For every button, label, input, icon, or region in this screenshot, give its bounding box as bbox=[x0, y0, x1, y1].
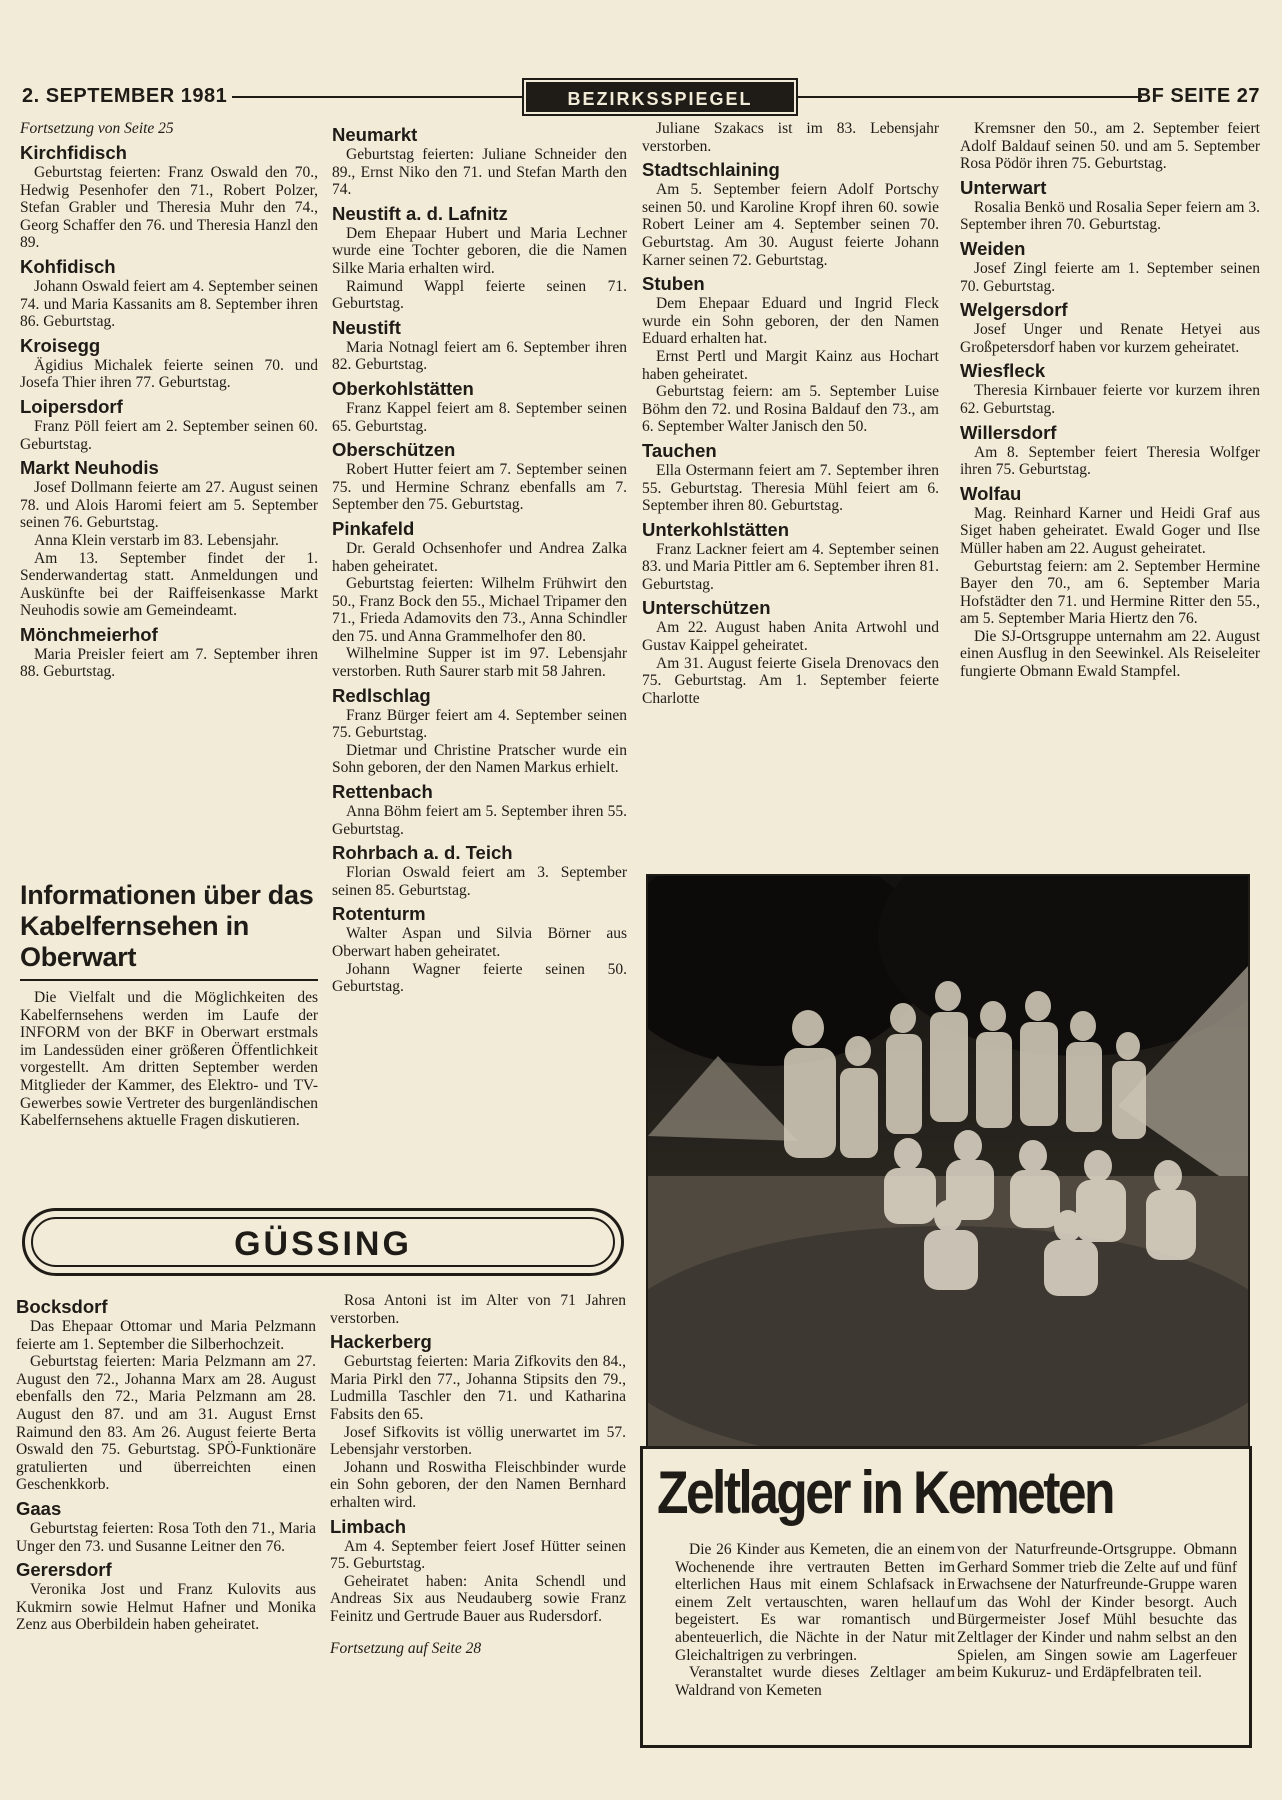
entry-text: Josef Sifkovits ist völlig unerwartet im 57. Lebensjahr verstorben. bbox=[330, 1423, 626, 1459]
entry-text: Geburtstag feiern: am 2. September Hermine Bayer den 70., am 6. September Maria Hofstädter den 71. und Hermine Ritter den 55., am 5. September Maria Hiertz den 76. bbox=[960, 557, 1260, 628]
camp-story-text: Die 26 Kinder aus Kemeten, die an einem Wochenende ihre vertrauten Betten im elterlichen Haus mit einem Schlafsack in einem Zelt vertauschten, waren hellauf begeistert. Es war romantisch und abenteuerlich, die Nächte in der Natur mit Gleichaltrigen zu verbringen. bbox=[675, 1541, 955, 1664]
entry-text: Anna Böhm feiert am 5. September ihren 55. Geburtstag. bbox=[332, 803, 627, 838]
guessing-column-2 bbox=[330, 1292, 626, 1657]
entry-text: Johann und Roswitha Fleischbinder wurde ein Sohn geboren, der den Namen Bernhard erhalten wird. bbox=[330, 1458, 626, 1511]
entry-title: Redlschlag bbox=[332, 684, 431, 706]
entry-title: Neustift a. d. Lafnitz bbox=[332, 202, 508, 224]
entry-title: Oberkohlstätten bbox=[332, 377, 474, 399]
guessing-banner bbox=[22, 1208, 624, 1276]
entry-title: Bocksdorf bbox=[16, 1296, 108, 1317]
entry-title: Weiden bbox=[960, 237, 1026, 259]
entry-title: Welgersdorf bbox=[960, 299, 1068, 321]
entry-text: Johann Wagner feierte seinen 50. Geburtstag. bbox=[332, 960, 627, 996]
entry-text: Ernst Pertl und Margit Kainz aus Hochart haben geheiratet. bbox=[642, 347, 939, 383]
camp-story-column-a bbox=[675, 1541, 955, 1699]
entry-text: Das Ehepaar Ottomar und Maria Pelzmann feierte am 1. September die Silberhochzeit. bbox=[16, 1318, 316, 1353]
entry-title: Stadtschlaining bbox=[642, 159, 780, 181]
guessing-column-1 bbox=[16, 1292, 316, 1634]
entry-text: Franz Lackner feiert am 4. September seinen 83. und Maria Pittler am 6. September ihren 81. Geburtstag. bbox=[642, 540, 939, 593]
entry-title: Limbach bbox=[330, 1515, 407, 1537]
entry-title: Hackerberg bbox=[330, 1331, 432, 1353]
camp-story-column-b bbox=[957, 1541, 1237, 1682]
page-number: BF SEITE 27 bbox=[1136, 85, 1260, 107]
column-1 bbox=[20, 120, 318, 681]
entry-text: Florian Oswald feiert am 3. September seinen 85. Geburtstag. bbox=[332, 864, 627, 899]
entry-title: Stuben bbox=[642, 273, 705, 295]
entry-text: Theresia Kirnbauer feierte vor kurzem ihren 62. Geburtstag. bbox=[960, 382, 1260, 417]
continued-from-note: Fortsetzung von Seite 25 bbox=[20, 120, 174, 137]
entry-text: Dem Ehepaar Hubert und Maria Lechner wurde eine Tochter geboren, die die Namen Silke Maria erhalten wird. bbox=[332, 224, 627, 277]
camp-group-photo bbox=[646, 874, 1250, 1448]
continued-on-note: Fortsetzung auf Seite 28 bbox=[330, 1639, 482, 1657]
entry-text: Josef Unger und Renate Hetyei aus Großpetersdorf haben vor kurzem geheiratet. bbox=[960, 321, 1260, 356]
entry-text: Geburtstag feierten: Rosa Toth den 71., Maria Unger den 73. und Susanne Leitner den 76. bbox=[16, 1519, 316, 1555]
header-rule-right bbox=[797, 96, 1142, 98]
entry-title: Willersdorf bbox=[960, 421, 1057, 443]
cable-tv-article bbox=[20, 880, 318, 1130]
entry-title: Wolfau bbox=[960, 482, 1022, 504]
entry-text: Dr. Gerald Ochsenhofer und Andrea Zalka haben geheiratet. bbox=[332, 539, 627, 575]
photo-illustration bbox=[648, 876, 1248, 1446]
entry-title: Gerersdorf bbox=[16, 1559, 112, 1581]
entry-text: Josef Zingl feierte am 1. September seinen 70. Geburtstag. bbox=[960, 259, 1260, 295]
entry-text: Am 22. August haben Anita Artwohl und Gustav Kaippel geheiratet. bbox=[642, 619, 939, 655]
entry-text: Kremsner den 50., am 2. September feiert Adolf Baldauf seinen 50. und am 5. September Rosa Pödör ihren 75. Geburtstag. bbox=[960, 120, 1260, 173]
entry-title: Mönchmeierhof bbox=[20, 623, 158, 645]
page-header bbox=[22, 82, 1260, 112]
entry-text: Robert Hutter feiert am 7. September seinen 75. und Hermine Schranz ebenfalls am 7. September den 75. Geburtstag. bbox=[332, 461, 627, 514]
entry-title: Kirchfidisch bbox=[20, 142, 127, 163]
entry-text: Maria Notnagl feiert am 6. September ihren 82. Geburtstag. bbox=[332, 338, 627, 374]
entry-title: Rohrbach a. d. Teich bbox=[332, 842, 513, 864]
entry-text: Am 13. September findet der 1. Senderwandertag statt. Anmeldungen und Auskünfte bei der Raiffeisenkasse Markt Neuhodis sowie am Gemeindeamt. bbox=[20, 549, 318, 620]
entry-text: Am 31. August feierte Gisela Drenovacs den 75. Geburtstag. Am 1. September feierte Charlotte bbox=[642, 654, 939, 707]
entry-text: Am 5. September feiern Adolf Portschy seinen 50. und Karoline Kropf ihren 60. sowie Robert Leiner am 4. September seinen 70. Geburtstag. Am 30. August feierte Johann Karner seinen 72. Geburtstag. bbox=[642, 181, 939, 269]
entry-title: Wiesfleck bbox=[960, 360, 1046, 382]
entry-text: Josef Dollmann feierte am 27. August seinen 78. und Alois Haromi feiert am 5. September seinen 76. Geburtstag. bbox=[20, 479, 318, 532]
entry-text: Rosa Antoni ist im Alter von 71 Jahren verstorben. bbox=[330, 1292, 626, 1327]
entry-text: Johann Oswald feiert am 4. September seinen 74. und Maria Kassanits am 8. September ihren 86. Geburtstag. bbox=[20, 277, 318, 331]
entry-title: Loipersdorf bbox=[20, 395, 123, 417]
entry-title: Oberschützen bbox=[332, 439, 456, 461]
entry-text: Raimund Wappl feierte seinen 71. Geburtstag. bbox=[332, 277, 627, 313]
camp-story bbox=[640, 1446, 1252, 1748]
entry-text: Anna Klein verstarb im 83. Lebensjahr. bbox=[34, 531, 279, 549]
header-rule-left bbox=[232, 96, 524, 98]
entry-text: Franz Bürger feiert am 4. September seinen 75. Geburtstag. bbox=[332, 706, 627, 742]
column-2 bbox=[332, 120, 627, 996]
entry-title: Unterschützen bbox=[642, 597, 771, 619]
entry-text: Dem Ehepaar Eduard und Ingrid Fleck wurde ein Sohn geboren, der den Namen Eduard erhalten hat. bbox=[642, 295, 939, 348]
entry-text: Geheiratet haben: Anita Schendl und Andreas Six aus Neudauberg sowie Franz Feinitz und Gertrude Bauer aus Rudersdorf. bbox=[330, 1572, 626, 1625]
section-title: BEZIRKSSPIEGEL bbox=[526, 82, 794, 112]
entry-text: Die SJ-Ortsgruppe unternahm am 22. August einen Ausflug in den Seewinkel. Als Reiseleiter fungierte Obmann Ewald Stampfel. bbox=[960, 627, 1260, 681]
entry-text: Franz Pöll feiert am 2. September seinen 60. Geburtstag. bbox=[20, 417, 318, 453]
entry-title: Neumarkt bbox=[332, 124, 418, 145]
entry-text: Geburtstag feierten: Franz Oswald den 70., Hedwig Pesenhofer den 71., Robert Polzer, Stefan Grabler und Theresia Muhr den 74., Georg Schaffer den 76. und Theresia Hanzl den 89. bbox=[20, 164, 318, 252]
entry-title: Kohfidisch bbox=[20, 255, 116, 277]
entry-title: Unterkohlstätten bbox=[642, 518, 789, 540]
entry-text: Geburtstag feierten: Maria Pelzmann am 27. August den 72., Johanna Marx am 28. August ebenfalls den 72., Maria Pelzmann am 28. August den 87. und am 31. August Ernst Raimund den 83. Am 26. August feierte Berta Oswald den 75. Geburtstag. SPÖ-Funktionäre gratulierten und überreichten einen Geschenkkorb. bbox=[16, 1353, 316, 1494]
entry-text: Mag. Reinhard Karner und Heidi Graf aus Siget haben geheiratet. Ewald Goger und Ilse Müller haben am 22. August geheiratet. bbox=[960, 504, 1260, 557]
entry-text: Franz Kappel feiert am 8. September seinen 65. Geburtstag. bbox=[332, 399, 627, 435]
entry-text: Wilhelmine Supper ist im 97. Lebensjahr verstorben. Ruth Saurer starb mit 58 Jahren. bbox=[332, 645, 627, 681]
entry-text: Walter Aspan und Silvia Börner aus Oberwart haben geheiratet. bbox=[332, 925, 627, 960]
entry-title: Rotenturm bbox=[332, 903, 426, 925]
cable-tv-body: Die Vielfalt und die Möglichkeiten des Kabelfernsehens werden im Laufe der INFORM von der BKF in Oberwart erstmals im Landessüden einer größeren Öffentlichkeit vorgestellt. Am dritten September werden Mitglieder der Kammer, des Elektro- und TV-Gewerbes sowie Vertreter des burgenländischen Kabelfernsehens aktuelle Fragen diskutieren. bbox=[20, 989, 318, 1130]
column-4 bbox=[960, 120, 1260, 681]
headline-rule bbox=[20, 979, 318, 981]
entry-title: Kroisegg bbox=[20, 334, 101, 356]
cable-tv-headline: Informationen über das Kabelfernsehen in Oberwart bbox=[20, 880, 314, 972]
entry-text: Ägidius Michalek feierte seinen 70. und Josefa Thier ihren 77. Geburtstag. bbox=[20, 356, 318, 392]
entry-text: Maria Preisler feiert am 7. September ihren 88. Geburtstag. bbox=[20, 645, 318, 681]
entry-text: Am 8. September feiert Theresia Wolfger ihren 75. Geburtstag. bbox=[960, 443, 1260, 479]
entry-text: Geburtstag feierten: Juliane Schneider den 89., Ernst Niko den 71. und Stefan Marth den 74. bbox=[332, 146, 627, 199]
entry-title: Neustift bbox=[332, 316, 401, 338]
column-3 bbox=[642, 120, 939, 707]
entry-title: Gaas bbox=[16, 1497, 62, 1519]
entry-text: Juliane Szakacs ist im 83. Lebensjahr verstorben. bbox=[642, 120, 939, 155]
issue-date: 2. SEPTEMBER 1981 bbox=[22, 85, 228, 107]
entry-text: Geburtstag feierten: Maria Zifkovits den 84., Maria Pirkl den 77., Johanna Stipsits den 79., Ludmilla Taschler den 71. und Katharina Fabsits den 65. bbox=[330, 1353, 626, 1423]
entry-text: Ella Ostermann feiert am 7. September ihren 55. Geburtstag. Theresia Mühl feiert am 6. September ihren 80. Geburtstag. bbox=[642, 461, 939, 515]
camp-story-text: von der Naturfreunde-Ortsgruppe. Obmann Gerhard Sommer trieb die Zelte auf und fünf Erwachsene der Naturfreunde-Gruppe waren um das Wohl der Kinder besorgt. Auch Bürgermeister Josef Mühl besuchte das Zeltlager der Kinder und nahm selbst an den Spielen, am Singen sowie am Lagerfeuer beim Kukuruz- und Erdäpfelbraten teil. bbox=[957, 1541, 1237, 1682]
entry-title: Pinkafeld bbox=[332, 517, 415, 539]
camp-story-text: Veranstaltet wurde dieses Zeltlager am Waldrand von Kemeten bbox=[675, 1664, 955, 1699]
camp-story-headline: Zeltlager in Kemeten bbox=[657, 1459, 1113, 1526]
entry-text: Dietmar und Christine Pratscher wurde ein Sohn geboren, der den Namen Markus erhielt. bbox=[332, 741, 627, 777]
entry-text: Rosalia Benkö und Rosalia Seper feiern am 3. September ihren 70. Geburtstag. bbox=[960, 198, 1260, 234]
guessing-banner-title: GÜSSING bbox=[31, 1217, 615, 1267]
entry-title: Rettenbach bbox=[332, 781, 433, 803]
entry-text: Geburtstag feierten: Wilhelm Frühwirt den 50., Franz Bock den 55., Michael Tripamer den 71., Frieda Adamovits den 73., Anna Schindler den 75. und Anna Grammelhofer den 80. bbox=[332, 575, 627, 645]
entry-text: Am 4. September feiert Josef Hütter seinen 75. Geburtstag. bbox=[330, 1537, 626, 1573]
entry-title: Markt Neuhodis bbox=[20, 457, 159, 479]
entry-title: Tauchen bbox=[642, 439, 717, 461]
entry-text: Geburtstag feiern: am 5. September Luise Böhm den 72. und Rosina Baldauf den 73., am 6. September Walter Janisch den 50. bbox=[642, 383, 939, 436]
entry-text: Veronika Jost und Franz Kulovits aus Kukmirn sowie Helmut Hafner und Monika Zenz aus Oberbildein haben geheiratet. bbox=[16, 1581, 316, 1634]
entry-title: Unterwart bbox=[960, 176, 1047, 198]
